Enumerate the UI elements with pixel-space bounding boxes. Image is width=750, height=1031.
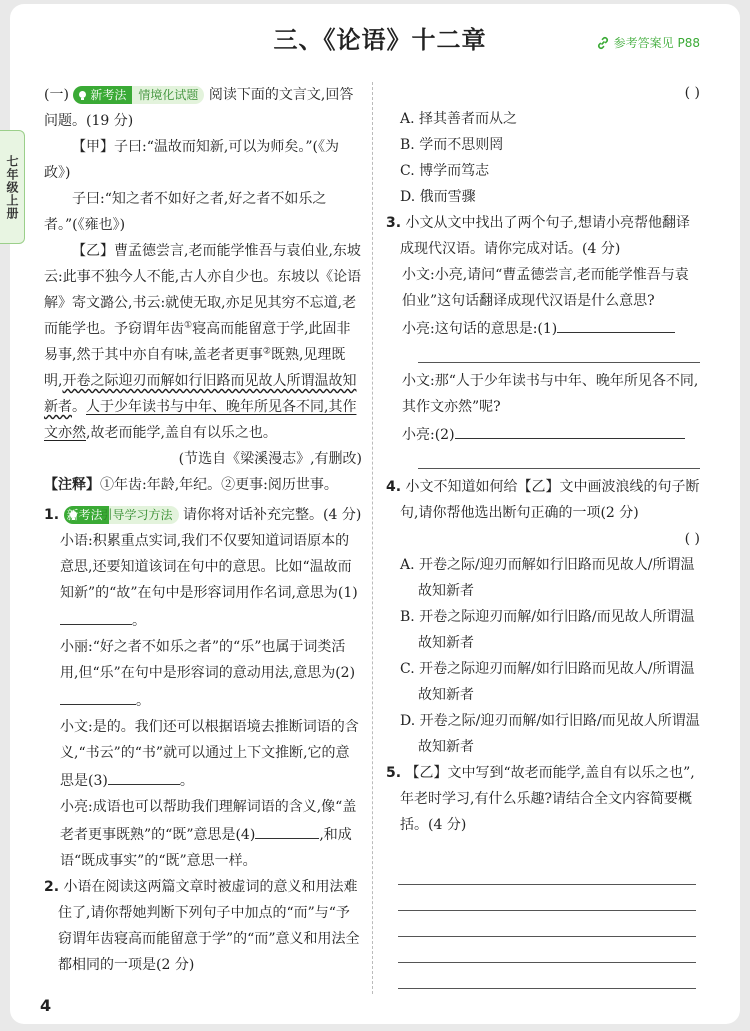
underlined-sentence: 人于少年读书与中年、晚年所见各不同,其作文亦然 [44, 399, 357, 441]
answer-blank[interactable] [60, 686, 136, 705]
new-method-badge: 新考法 引导学习方法 [64, 506, 179, 524]
q4-option-c[interactable]: C. 开卷之际迎刃而解/如行旧路而见故人/所谓温故知新者 [400, 661, 695, 703]
q1-dialogue-4: 小亮:成语也可以帮助我们理解词语的含义,像“盖老者更事既熟”的“既”意思是(4) ,和成语“既成事实”的“既”意思一样。 [60, 799, 357, 869]
page-title: 三、《论语》十二章 [273, 25, 487, 54]
answer-reference [596, 34, 700, 51]
question-2: 2. 小语在阅读这两篇文章时被虚词的意义和用法难住了,请你帮她判断下列句子中加点的“而”与“予窃谓年齿寝高而能留意于学”的“而”意义和用法全都相同的一项是(2 分) [44, 879, 360, 973]
q4-option-b[interactable]: B. 开卷之际迎刃而解/如行旧路/而见故人所谓温故知新者 [400, 609, 695, 651]
q4-option-a[interactable]: A. 开卷之际/迎刃而解如行旧路而见故人/所谓温故知新者 [400, 557, 695, 599]
text-jia-line2: 子曰:“知之者不如好之者,好之者不如乐之者。”(《雍也》) [44, 191, 327, 233]
q2-option-b[interactable]: B. 学而不思则罔 [400, 137, 504, 153]
lightbulb-icon [77, 90, 88, 101]
page-number: 4 [40, 996, 52, 1015]
question-5: 5. 【乙】文中写到“故老而能学,盖自有以乐之也”,年老时学习,有什么乐趣?请结合全文内容简要概括。(4 分) [386, 765, 695, 833]
q3-dialogue-2: 小亮:这句话的意思是:(1) [386, 314, 700, 342]
left-column [44, 82, 362, 978]
q2-option-c[interactable]: C. 博学而笃志 [400, 163, 490, 179]
q1-dialogue-2: 小丽:“好之者不如乐之者”的“乐”也属于词类活用,但“乐”在句中是形容词的意动用法,意思为(2)。 [60, 639, 356, 709]
section-intro-text: 阅读下面的文言文,回答问题。(19 分) [44, 87, 354, 129]
q2-option-a[interactable]: A. 择其善者而从之 [400, 111, 518, 127]
q2-answer-paren[interactable]: ( ) [684, 85, 700, 101]
text-source: (节选自《梁溪漫志》,有删改) [178, 451, 362, 467]
note-marker-2: ② [262, 346, 271, 357]
q4-option-d[interactable]: D. 开卷之际/迎刃而解/如行旧路/而见故人所谓温故知新者 [400, 713, 700, 755]
q3-dialogue-1: 小文:小亮,请问“曹孟德尝言,老而能学惟吾与袁伯业”这句话翻译成现代汉语是什么意思? [402, 267, 689, 309]
answer-line[interactable] [402, 342, 700, 368]
q3-dialogue-3: 小文:那“人于少年读书与中年、晚年所见各不同,其作文亦然”呢? [402, 373, 699, 415]
grade-side-tab: 七年级上册 [0, 130, 25, 244]
answer-blank[interactable] [455, 420, 685, 439]
section-intro [44, 82, 362, 134]
answer-line[interactable] [402, 448, 700, 474]
new-method-badge: 新考法 情境化试题 [73, 86, 204, 104]
answer-line[interactable] [398, 910, 696, 911]
q1-dialogue-1: 小语:积累重点实词,我们不仅要知道词语原本的意思,还要知道该词在句中的意思。比如“温故而知新”的“故”在句中是形容词用作名词,意思为(1)。 [60, 533, 358, 629]
answer-line[interactable] [398, 936, 696, 937]
q2-option-d[interactable]: D. 俄而雪骤 [400, 189, 476, 205]
answer-line[interactable] [398, 962, 696, 963]
answer-blank[interactable] [108, 766, 180, 785]
q4-answer-paren[interactable]: ( ) [684, 531, 700, 547]
answer-blank[interactable] [557, 314, 675, 333]
right-column [386, 80, 700, 838]
question-1: 1. 新考法 引导学习方法 请你将对话补充完整。(4 分) [44, 507, 362, 523]
column-divider [372, 82, 373, 994]
q3-dialogue-4: 小亮:(2) [386, 420, 700, 448]
answer-blank[interactable] [255, 820, 319, 839]
answer-blank[interactable] [60, 606, 132, 625]
link-icon [596, 36, 610, 50]
q1-dialogue-3: 小文:是的。我们还可以根据语境去推断词语的含义,“书云”的“书”就可以通过上下文推断,它的意思是(3) 。 [60, 719, 359, 789]
text-jia-line1: 【甲】子曰:“温故而知新,可以为师矣。”(《为政》) [44, 139, 339, 181]
answer-line[interactable] [398, 884, 696, 885]
answer-reference-text: 参考答案见 P88 [613, 36, 700, 50]
question-4: 4. 小文不知道如何给【乙】文中画波浪线的句子断句,请你帮他选出断句正确的一项(2 分) [386, 479, 700, 521]
wavy-underlined-sentence: 开卷之际迎刃而解如行旧路而见故人所谓温故知新者 [44, 373, 357, 415]
answer-line[interactable] [398, 988, 696, 989]
question-3: 3. 小文从文中找出了两个句子,想请小亮帮他翻译成现代汉语。请你完成对话。(4 分) [386, 215, 690, 257]
note-marker-1: ① [184, 320, 193, 331]
annotations: 【注释】①年齿:年龄,年纪。②更事:阅历世事。 [44, 477, 338, 493]
section-label: (一) [44, 87, 69, 103]
text-yi-passage: 【乙】曹孟德尝言,老而能学惟吾与袁伯业,东坡云:此事不独今人不能,古人亦自少也。东坡以《论语解》寄文潞公,书云:就使无取,亦足见其穷不忘道,老而能学也。予窃谓年齿①寝高而能留意于学,此固非易事,然于其中亦自有味,盖老者更事②既熟,见理既明,开卷之际迎刃而解如行旧路而见故人所谓温故知新者。人于少年读书与中年、晚年所见各不同,其作文亦然,故老而能学,盖自有以乐之也。 [44, 243, 362, 441]
